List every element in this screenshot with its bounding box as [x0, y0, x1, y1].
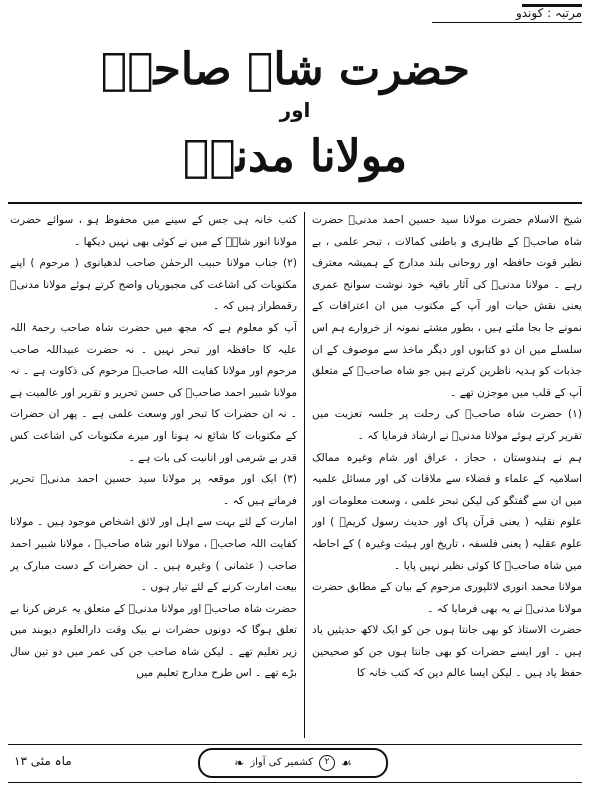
title-divider	[8, 202, 582, 204]
paragraph: مولانا محمد انوری لائلپوری مرحوم کے بیان کے مطابق حضرت مولانا مدنیؒ نے یہ بھی فرمایا کہ ۔	[312, 581, 582, 615]
quote-paragraph: حضرت الاستاذ کو بھی جانتا ہوں جن کو ایک لاکھ حدیثیں یاد ہیں ۔ اور ایسے حضرات کو بھی جانتا ہوں جن کو صحیحین حفظ یاد ہیں ۔ لیکن ایسا عالم دین کہ کتب خانہ کا	[312, 624, 582, 680]
article-title-line1: حضرت شاہ صاحبؒ	[100, 44, 470, 95]
text-column-right	[312, 210, 582, 740]
author-credit: مرتبہ : کوندو	[432, 6, 582, 23]
paragraph: (۲) جناب مولانا حبیب الرحمٰن صاحب لدھیانوی ( مرحوم ) اپنے مکتوبات کی اشاعت کی مجبوریاں واضح کرتے ہوئے مولانا مدنیؒ رقمطراز ہیں کہ ۔	[10, 257, 297, 313]
publication-name: کشمیر کی آواز	[250, 757, 313, 768]
paragraph: شیخ الاسلام حضرت مولانا سید حسین احمد مدنیؒ حضرت شاہ صاحبؒ کے ظاہری و باطنی کمالات ، تبحر علمی ، بے نظیر قوت حافظہ اور روحانی بلند مدارج کے ہمیشہ معترف رہے ۔ مولانا مدنیؒ کی آثار باقیہ خود نوشت سوانح عمری یعنی نقش حیات اور آپ کے مکتوب میں ان اعترافات کے نمونے جا بجا ملتے ہیں ، بطور مشتے نمونہ از خروارے ہم اس سلسلے میں ان دو کتابوں اور دیگر ماخذ سے موصوف کے ان جذبات کو ہدیہ ناظرین کرتے ہیں جو شاہ صاحبؒ کے متعلق آپ کے قلب میں موجزن تھے ۔	[312, 214, 582, 399]
article-title-conjunction: اور	[279, 98, 311, 122]
quote-paragraph: کتب خانہ ہی جس کے سینے میں محفوظ ہو ، سوائے حضرت مولانا انور شاہؒ کے میں نے کوئی بھی نہیں دیکھا ۔	[10, 214, 297, 248]
quote-paragraph: امارت کے لئے بہت سے اہل اور لائق اشخاص موجود ہیں ۔ مولانا کفایت اللہ صاحبؒ ، مولانا انور شاہ صاحبؒ ، مولانا شبیر احمد صاحب ( عثمانی ) وغیرہ ہیں ۔ ان حضرات کے دست مبارک پر بیعت امارت کرنے کے لئے تیار ہوں ۔	[10, 516, 297, 594]
paragraph: (۱) حضرت شاہ صاحبؒ کی رحلت پر جلسہ تعزیت میں تقریر کرتے ہوئے مولانا مدنیؒ نے ارشاد فرمایا کہ ۔	[312, 408, 582, 442]
article-title-line2: مولانا مدنیؒ	[182, 131, 408, 182]
footer-divider	[8, 744, 582, 745]
footer-ornament	[198, 748, 388, 778]
footer-bottom-rule	[8, 782, 582, 783]
flourish-icon: ☙	[340, 756, 352, 770]
paragraph: (۳) ایک اور موقعہ پر مولانا سید حسین احمد مدنیؒ تحریر فرماتے ہیں کہ ۔	[10, 473, 297, 507]
column-divider	[304, 212, 305, 738]
issue-date: ماہ مئی ۱۳	[14, 754, 72, 768]
quote-paragraph: آپ کو معلوم ہے کہ مجھ میں حضرت شاہ صاحب رحمۃ اللہ علیہ کا حافظہ اور تبحر نہیں ۔ نہ حضرت عبیداللہ صاحب مرحوم اور مولانا کفایت اللہ صاحبؒ مرحوم کی ذکاوت ہے ۔ نہ مولانا شبیر احمد صاحبؒ کی حسن تحریر و تقریر اور عالمیت ہے ۔ نہ ان حضرات کا تبحر اور وسعت علمی ہے ۔ پھر ان حضرات کے مکتوبات کا شائع نہ ہونا اور میرے مکتوبات کی اشاعت کس قدر بے شرمی اور انانیت کی بات ہے ۔	[10, 321, 297, 464]
quote-paragraph: ہم نے ہندوستان ، حجاز ، عراق اور شام وغیرہ ممالک اسلامیہ کے علماء و فضلاء سے ملاقات کی اور مسائل علمیہ میں ان سے گفتگو کی لیکن تبحر علمی ، وسعت معلومات اور علوم نقلیہ ( یعنی قرآن پاک اور حدیث رسول کریمؐ ) اور علوم عقلیہ ( یعنی فلسفہ ، تاریخ اور ہیئت وغیرہ ) کے احاطہ میں شاہ صاحبؒ کا کوئی نظیر نہیں پایا ۔	[312, 451, 582, 572]
flourish-icon: ❧	[234, 756, 245, 770]
text-column-left	[10, 210, 297, 740]
page-number: ۲	[319, 755, 335, 771]
paragraph: حضرت شاہ صاحبؒ اور مولانا مدنیؒ کے متعلق یہ عرض کرنا بے تعلق ہوگا کہ دونوں حضرات نے بیک وقت دارالعلوم دیوبند میں زیر تعلیم تھے ۔ لیکن شاہ صاحب جن کی عمر میں دو تین سال بڑے تھے ۔ اس طرح مدارج تعلیم میں	[10, 602, 297, 680]
